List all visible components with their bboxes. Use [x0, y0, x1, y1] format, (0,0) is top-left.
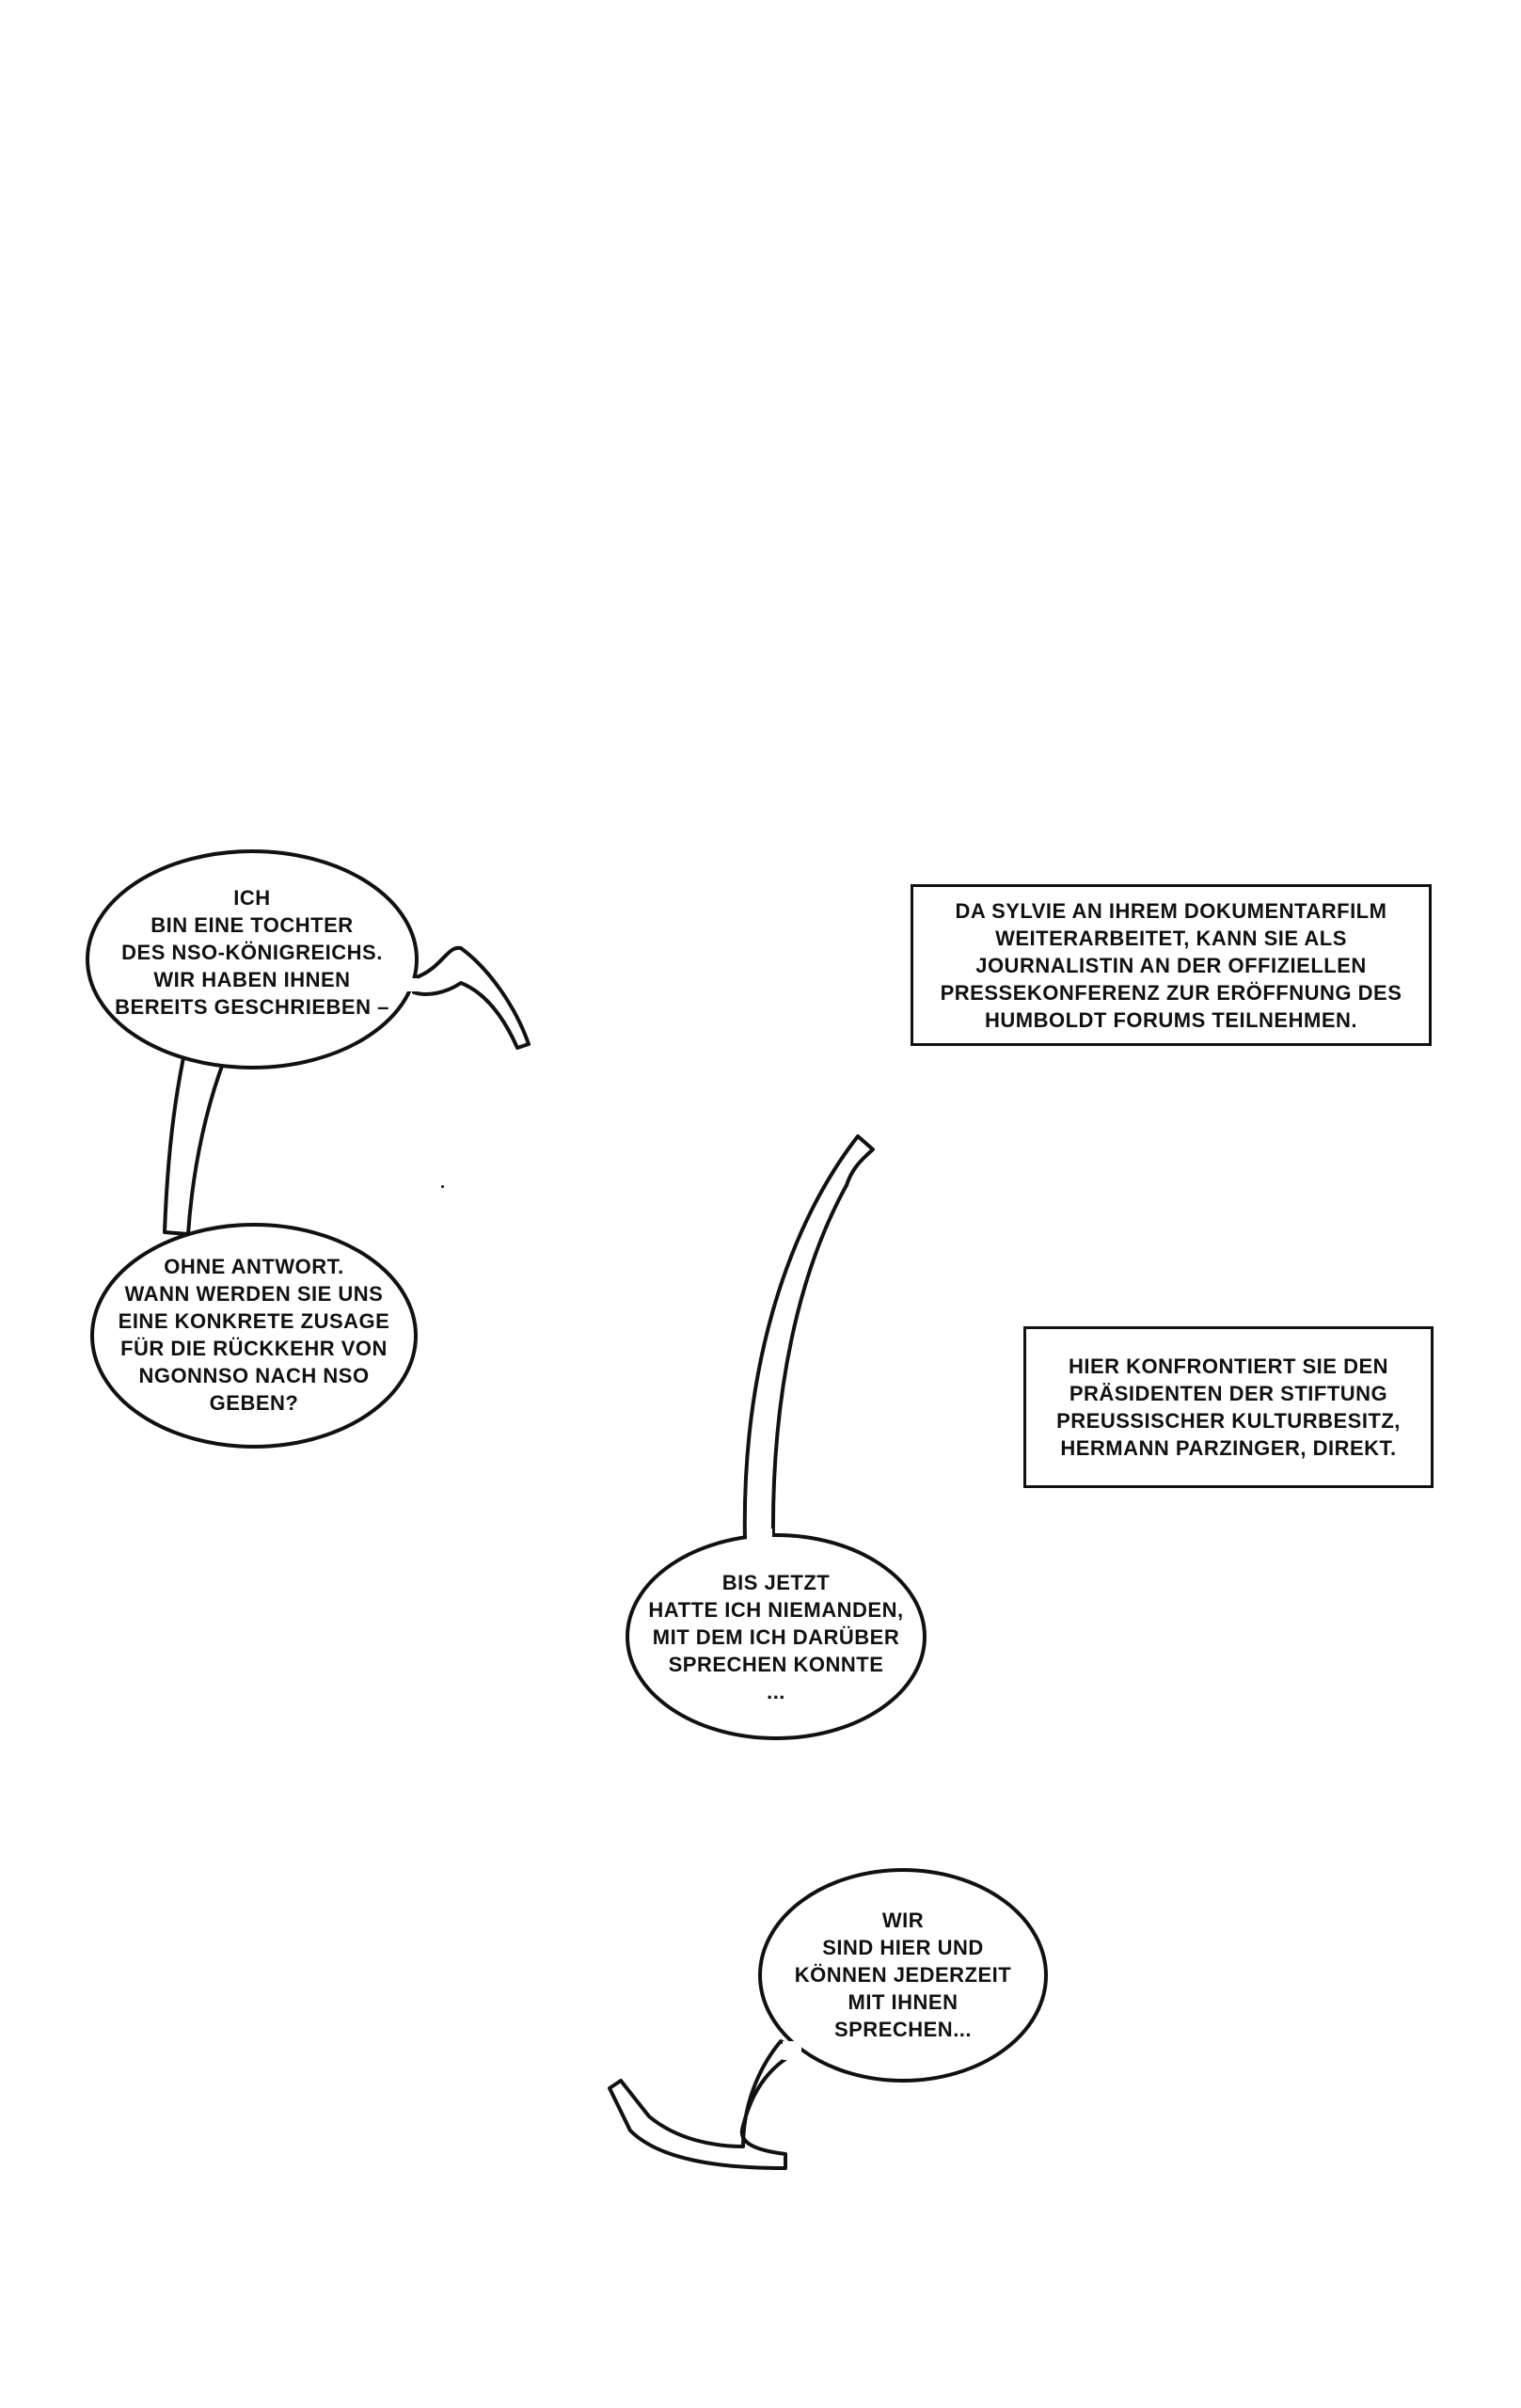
caption-box-1-text: DA SYLVIE AN IHREM DOKUMENTARFILM WEITERARBEITET, KANN SIE ALS JOURNALISTIN AN DER OFFIZIELLEN PRESSEKONFERENZ ZUR ERÖFFNUNG DES HUMBOLDT FORUMS TEILNEHMEN.	[940, 898, 1402, 1032]
speech-bubble-3-text: BIS JETZT HATTE ICH NIEMANDEN, MIT DEM ICH DARÜBER SPRECHEN KONNTE ...	[648, 1571, 904, 1703]
speech-bubble-1-tail	[414, 948, 529, 1048]
caption-box-2	[1023, 1326, 1434, 1488]
caption-box-1	[911, 884, 1432, 1046]
speech-bubble-4-text: WIR SIND HIER UND KÖNNEN JEDERZEIT MIT IHNEN SPRECHEN...	[794, 1909, 1012, 2041]
speech-bubble-connector	[165, 1044, 230, 1234]
ink-dot	[441, 1185, 444, 1188]
speech-bubble-1-text: ICH BIN EINE TOCHTER DES NSO-KÖNIGREICHS. WIR HABEN IHNEN BEREITS GESCHRIEBEN –	[115, 886, 389, 1019]
speech-bubble-3-tail	[745, 1136, 873, 1543]
speech-bubble-2-text: OHNE ANTWORT. WANN WERDEN SIE UNS EINE KONKRETE ZUSAGE FÜR DIE RÜCKKEHR VON NGONNSO NACH NSO GEBEN?	[118, 1255, 390, 1415]
caption-box-2-text: HIER KONFRONTIERT SIE DEN PRÄSIDENTEN DER STIFTUNG PREUSSISCHER KULTURBESITZ, HERMANN PARZINGER, DIREKT.	[1056, 1354, 1401, 1460]
speech-bubble-4-tail	[610, 2041, 800, 2168]
